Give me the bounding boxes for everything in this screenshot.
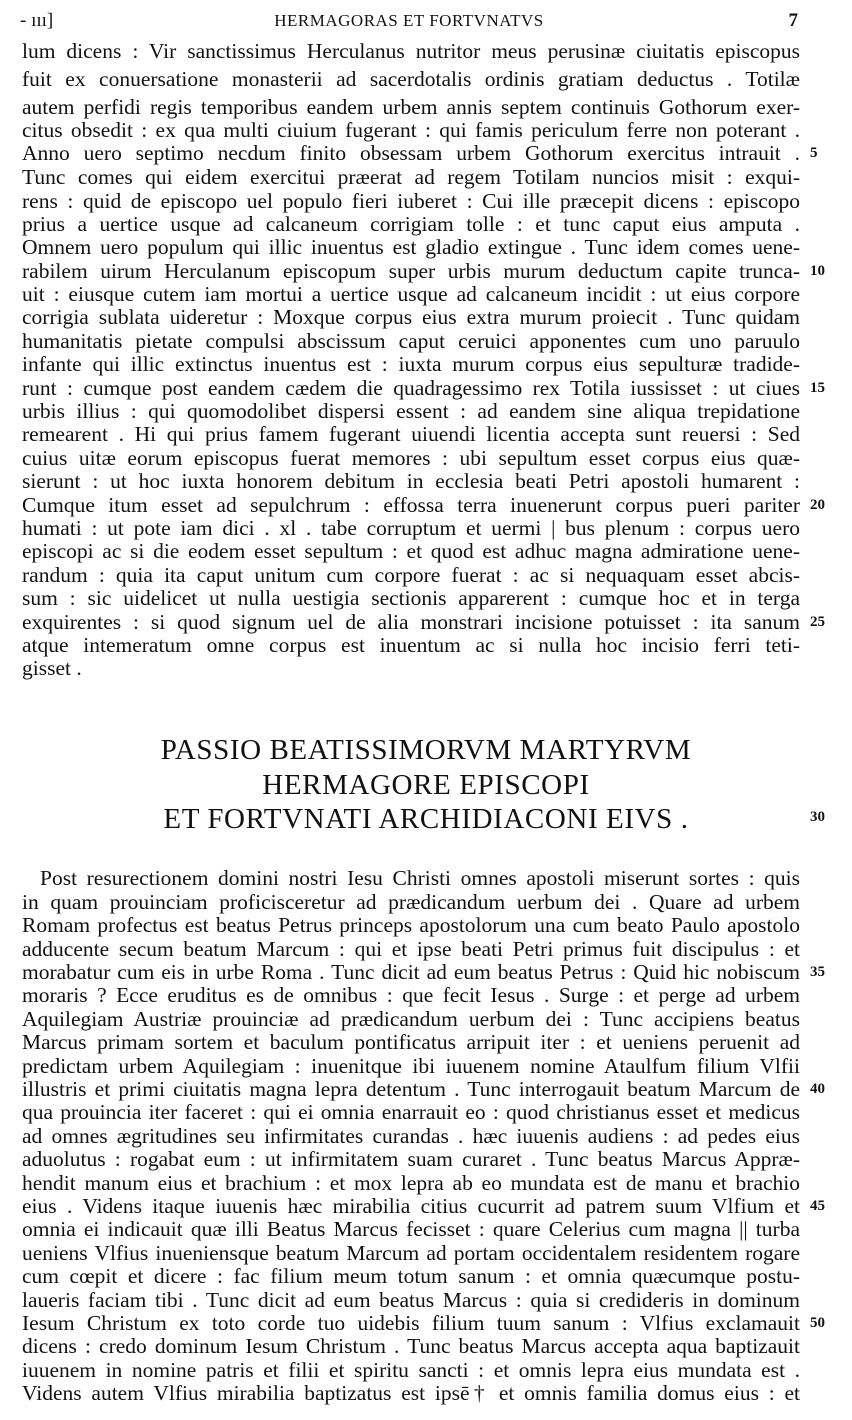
line-number: 45 <box>810 1198 825 1214</box>
text-line: aduolutus : rogabat eum : ut infirmitatem suam curaret . Tunc beatus Marcus Appræ- <box>22 1147 800 1171</box>
running-head-chapter: - ııı] <box>20 10 54 31</box>
text-line: iuuenem in nomine patris et filii et spiritu sancti : et omnis lepra eius mundata est . <box>22 1358 800 1382</box>
text-line: Aquilegiam Austriæ prouinciæ ad prædicandum uerbum dei : Tunc accipiens beatus <box>22 1007 800 1031</box>
text-line: ad omnes ægritudines seu infirmitates curandas . hæc iuuenis audiens : ad pedes eius <box>22 1124 800 1148</box>
line-number: 50 <box>810 1315 825 1331</box>
text-line: lum dicens : Vir sanctissimus Herculanus nutritor meus perusinæ ciuitatis episcopus <box>22 39 800 63</box>
text-line: in quam prouinciam proficisceretur ad prædicandum uerbum dei . Quare ad urbem <box>22 890 800 914</box>
text-line: hendit manum eius et brachium : et mox lepra ab eo mundata est de manu et brachio <box>22 1171 800 1195</box>
text-line: episcopi ac si die eodem esset sepultum : et quod est adhuc magna admiratione uene- <box>22 539 800 563</box>
text-line: uit : eiusque cutem iam mortui a uertice usque ad calcaneum incidit : ut eius corpore <box>22 282 800 306</box>
text-line: Tunc comes qui eidem exercitui præerat ad regem Totilam nuncios misit : exqui- <box>22 165 800 189</box>
text-line: Videns autem Vlfius mirabilia baptizatus est ipsē† et omnis familia domus eius : et <box>22 1381 800 1405</box>
text-line: runt : cumque post eandem cædem die quadragessimo rex Totila iussisset : ut ciues <box>22 376 800 400</box>
line-number: 30 <box>810 809 825 825</box>
line-number: 10 <box>810 263 825 279</box>
text-line: cuius uitæ eorum episcopus fuerat memores : ubi sepultum esset corpus eius quæ- <box>22 446 800 470</box>
text-line: laueris faciam tibi . Tunc dicit ad eum beatus Marcus : quia si credideris in dominum <box>22 1288 800 1312</box>
text-line: humanitatis pietate compulsi abscissum caput ceruici apponentes cum uno paruulo <box>22 329 800 353</box>
title-line-2: HERMAGORE EPISCOPI <box>262 769 590 801</box>
line-number: 25 <box>810 614 825 630</box>
running-head <box>20 10 798 36</box>
page-number: 7 <box>788 10 798 31</box>
text-line: dicens : credo dominum Iesum Christum . Tunc beatus Marcus accepta aqua baptizauit <box>22 1334 800 1358</box>
text-line: prius a uertice usque ad calcaneum corrigiam tolle : et tunc caput eius amputa . <box>22 212 800 236</box>
text-line: citus obsedit : ex qua multi ciuium fugerant : qui famis periculum ferre non poterant . <box>22 118 800 142</box>
text-line: omnia ei indicauit quæ illi Beatus Marcus fecisset : quare Celerius cum magna || turba <box>22 1217 800 1241</box>
text-line: gisset . <box>22 656 82 680</box>
text-line: exquirentes : si quod signum uel de alia monstrari incisione potuisset : ita sanum <box>22 610 800 634</box>
text-line: atque intemeratum omne corpus est inuentum ac si nulla hoc incisio ferri teti- <box>22 633 800 657</box>
text-line: moraris ? Ecce eruditus es de omnibus : que fecit Iesus . Surge : et perge ad urbem <box>22 983 800 1007</box>
text-line: Omnem uero populum qui illic inuentus est gladio extingue . Tunc idem comes uene- <box>22 235 800 259</box>
line-number: 20 <box>810 497 825 513</box>
text-line: remearent . Hi qui prius famem fugerant uiuendi licentia accepta sunt reuersi : Sed <box>22 422 800 446</box>
text-line: corrigia sublata uideretur : Moxque corpus eius extra murum proiecit . Tunc quidam <box>22 305 800 329</box>
text-line: sum : sic uidelicet ut nulla uestigia sectionis apparerent : cumque hoc et in terga <box>22 586 800 610</box>
text-line: humati : ut pote iam dici . xl . tabe corruptum et uermi | bus plenum : corpus uero <box>22 516 800 540</box>
title-line-3: ET FORTVNATI ARCHIDIACONI EIVS . <box>163 803 689 835</box>
running-head-title: HERMAGORAS ET FORTVNATVS <box>274 11 544 30</box>
text-line: rabilem uirum Herculanum episcopum super urbis murum deductum capite trunca- <box>22 259 800 283</box>
text-line: sierunt : ut hoc iuxta honorem debitum in ecclesia beati Petri apostoli humarent : <box>22 469 800 493</box>
title-line-1: PASSIO BEATISSIMORVM MARTYRVM <box>160 734 692 766</box>
text-line: Iesum Christum ex toto corde tuo uidebis filium tuum sanum : Vlfius exclamauit <box>22 1311 800 1335</box>
text-line: urbis illius : qui quomodolibet dispersi essent : ad eandem sine aliqua trepidatione <box>22 399 800 423</box>
text-line: Post resurectionem domini nostri Iesu Christi omnes apostoli miserunt sortes : quis <box>40 866 800 890</box>
text-line: fuit ex conuersatione monasterii ad sacerdotalis ordinis gratiam deductus . Totilæ <box>22 67 800 91</box>
line-number: 15 <box>810 380 825 396</box>
text-line: infante qui illic extinctus inuentus est : iuxta murum corpus eius sepulturæ tradide- <box>22 352 800 376</box>
text-line: Anno uero septimo necdum finito obsessam urbem Gothorum exercitus intrauit . <box>22 141 800 165</box>
text-line: illustris et primi ciuitatis magna lepra detentum . Tunc interrogauit beatum Marcum de <box>22 1077 800 1101</box>
text-line: predictam urbem Aquilegiam : inuenitque ibi iuuenem nomine Ataulfum filium Vlfii <box>22 1054 800 1078</box>
text-line: Marcus primam sortem et baculum pontificatus arripuit iter : et ueniens peruenit ad <box>22 1030 800 1054</box>
text-line: cum cœpit et dicere : fac filium meum totum sanum : et omnia quæcumque postu- <box>22 1264 800 1288</box>
text-line: qua prouincia iter faceret : qui ei omnia enarrauit eo : quod christianus esset et medicus <box>22 1100 800 1124</box>
line-number: 35 <box>810 964 825 980</box>
text-line: adducente secum beatum Marcum : qui et ipse beati Petri primus fuit discipulus : et <box>22 937 800 961</box>
text-line: eius . Videns itaque iuuenis hæc mirabilia citius cucurrit ad patrem suum Vlfium et <box>22 1194 800 1218</box>
text-line: Cumque itum esset ad sepulchrum : effossa terra inuenerunt corpus pueri pariter <box>22 493 800 517</box>
text-line: morabatur cum eis in urbe Roma . Tunc dicit ad eum beatus Petrus : Quid hic nobiscum <box>22 960 800 984</box>
text-line: rens : quid de episcopo uel populo fieri iuberet : Cui ille præcepit dicens : episcopo <box>22 189 800 213</box>
text-line: autem perfidi regis temporibus eandem urbem annis septem continuis Gothorum exer- <box>22 95 800 119</box>
text-line: ueniens Vlfius inueniensque beatum Marcum ad portam occidentalem residentem rogare <box>22 1241 800 1265</box>
text-line: randum : quia ita caput unitum cum corpore fuerat : ac si nequaquam esset abcis- <box>22 563 800 587</box>
line-number: 40 <box>810 1081 825 1097</box>
text-line: Romam profectus est beatus Petrus princeps apostolorum una cum beato Paulo apostolo <box>22 913 800 937</box>
line-number: 5 <box>810 145 818 161</box>
